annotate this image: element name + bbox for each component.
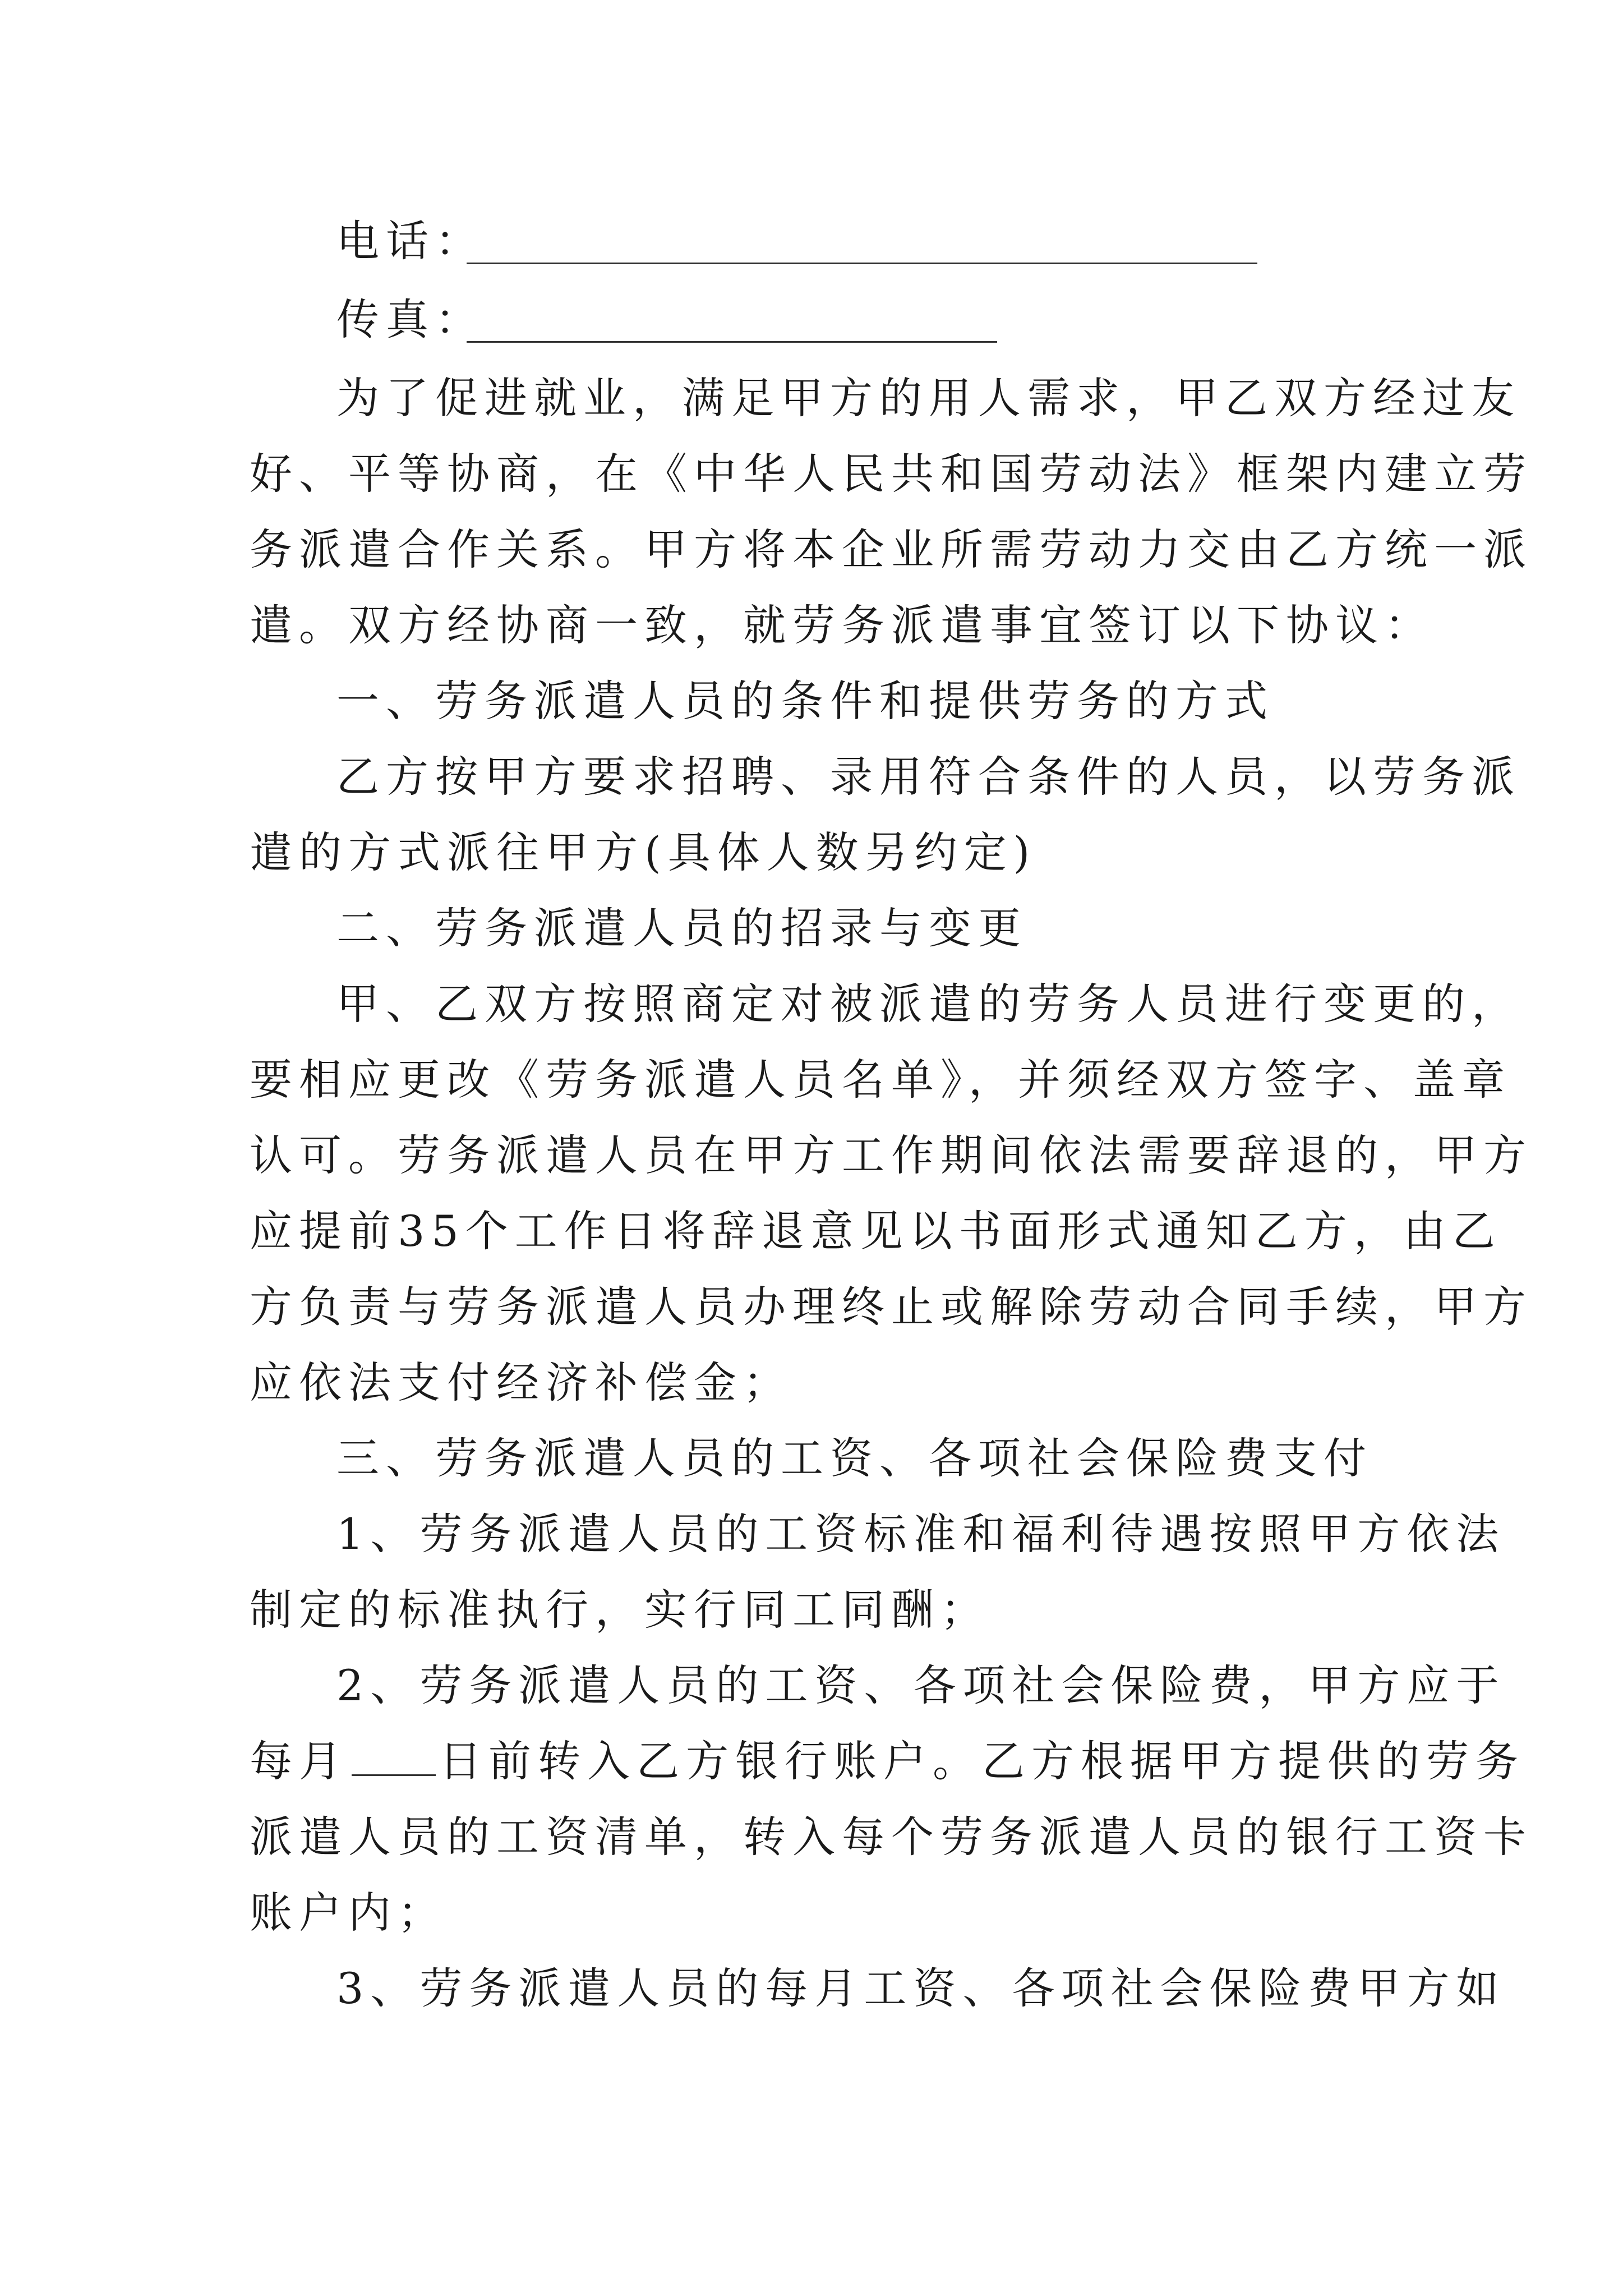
intro-line-2: 好、平等协商，在《中华人民共和国劳动法》框架内建立劳 <box>250 449 1533 499</box>
intro-line-3: 务派遣合作关系。甲方将本企业所需劳动力交由乙方统一派 <box>250 524 1533 574</box>
section3-item1-line-1: 1、劳务派遣人员的工资标准和福利待遇按照甲方依法 <box>336 1509 1506 1559</box>
section1-line-1: 乙方按甲方要求招聘、录用符合条件的人员，以劳务派 <box>336 752 1521 802</box>
intro-line-1: 为了促进就业，满足甲方的用人需求，甲乙双方经过友 <box>336 373 1521 423</box>
section2-heading: 二、劳务派遣人员的招录与变更 <box>336 903 1027 953</box>
section2-line-5: 方负责与劳务派遣人员办理终止或解除劳动合同手续，甲方 <box>250 1282 1533 1332</box>
section3-item2-line-2 <box>250 1733 1525 1789</box>
section3-item1-line-2: 制定的标准执行，实行同工同酬； <box>250 1585 990 1635</box>
monthly-label: 每月 <box>250 1736 348 1786</box>
section3-item2-line-1: 2、劳务派遣人员的工资、各项社会保险费，甲方应于 <box>336 1660 1506 1710</box>
section2-line-3: 认可。劳务派遣人员在甲方工作期间依法需要辞退的，甲方 <box>250 1130 1533 1180</box>
day-blank <box>352 1741 436 1776</box>
section2-line-2: 要相应更改《劳务派遣人员名单》，并须经双方签字、盖章 <box>250 1055 1511 1105</box>
section3-item3-line-1: 3、劳务派遣人员的每月工资、各项社会保险费甲方如 <box>336 1963 1506 2013</box>
section1-line-2: 遣的方式派往甲方(具体人数另约定) <box>250 827 1037 877</box>
transfer-text: 日前转入乙方银行账户。乙方根据甲方提供的劳务 <box>439 1736 1525 1786</box>
phone-blank <box>467 263 1257 264</box>
phone-label: 电话： <box>336 216 485 266</box>
section2-line-1: 甲、乙双方按照商定对被派遣的劳务人员进行变更的， <box>336 979 1521 1029</box>
fax-label: 传真： <box>336 295 485 344</box>
section2-line-6: 应依法支付经济补偿金； <box>250 1358 792 1407</box>
section3-heading: 三、劳务派遣人员的工资、各项社会保险费支付 <box>336 1433 1373 1483</box>
intro-line-4: 遣。双方经协商一致，就劳务派遣事宜签订以下协议： <box>250 600 1434 650</box>
section3-item2-line-3: 派遣人员的工资清单，转入每个劳务派遣人员的银行工资卡 <box>250 1812 1533 1862</box>
section3-item2-line-4: 账户内； <box>250 1888 447 1938</box>
section2-line-4: 应提前35个工作日将辞退意见以书面形式通知乙方，由乙 <box>250 1206 1502 1256</box>
section1-heading: 一、劳务派遣人员的条件和提供劳务的方式 <box>336 676 1274 726</box>
fax-blank <box>467 341 997 343</box>
